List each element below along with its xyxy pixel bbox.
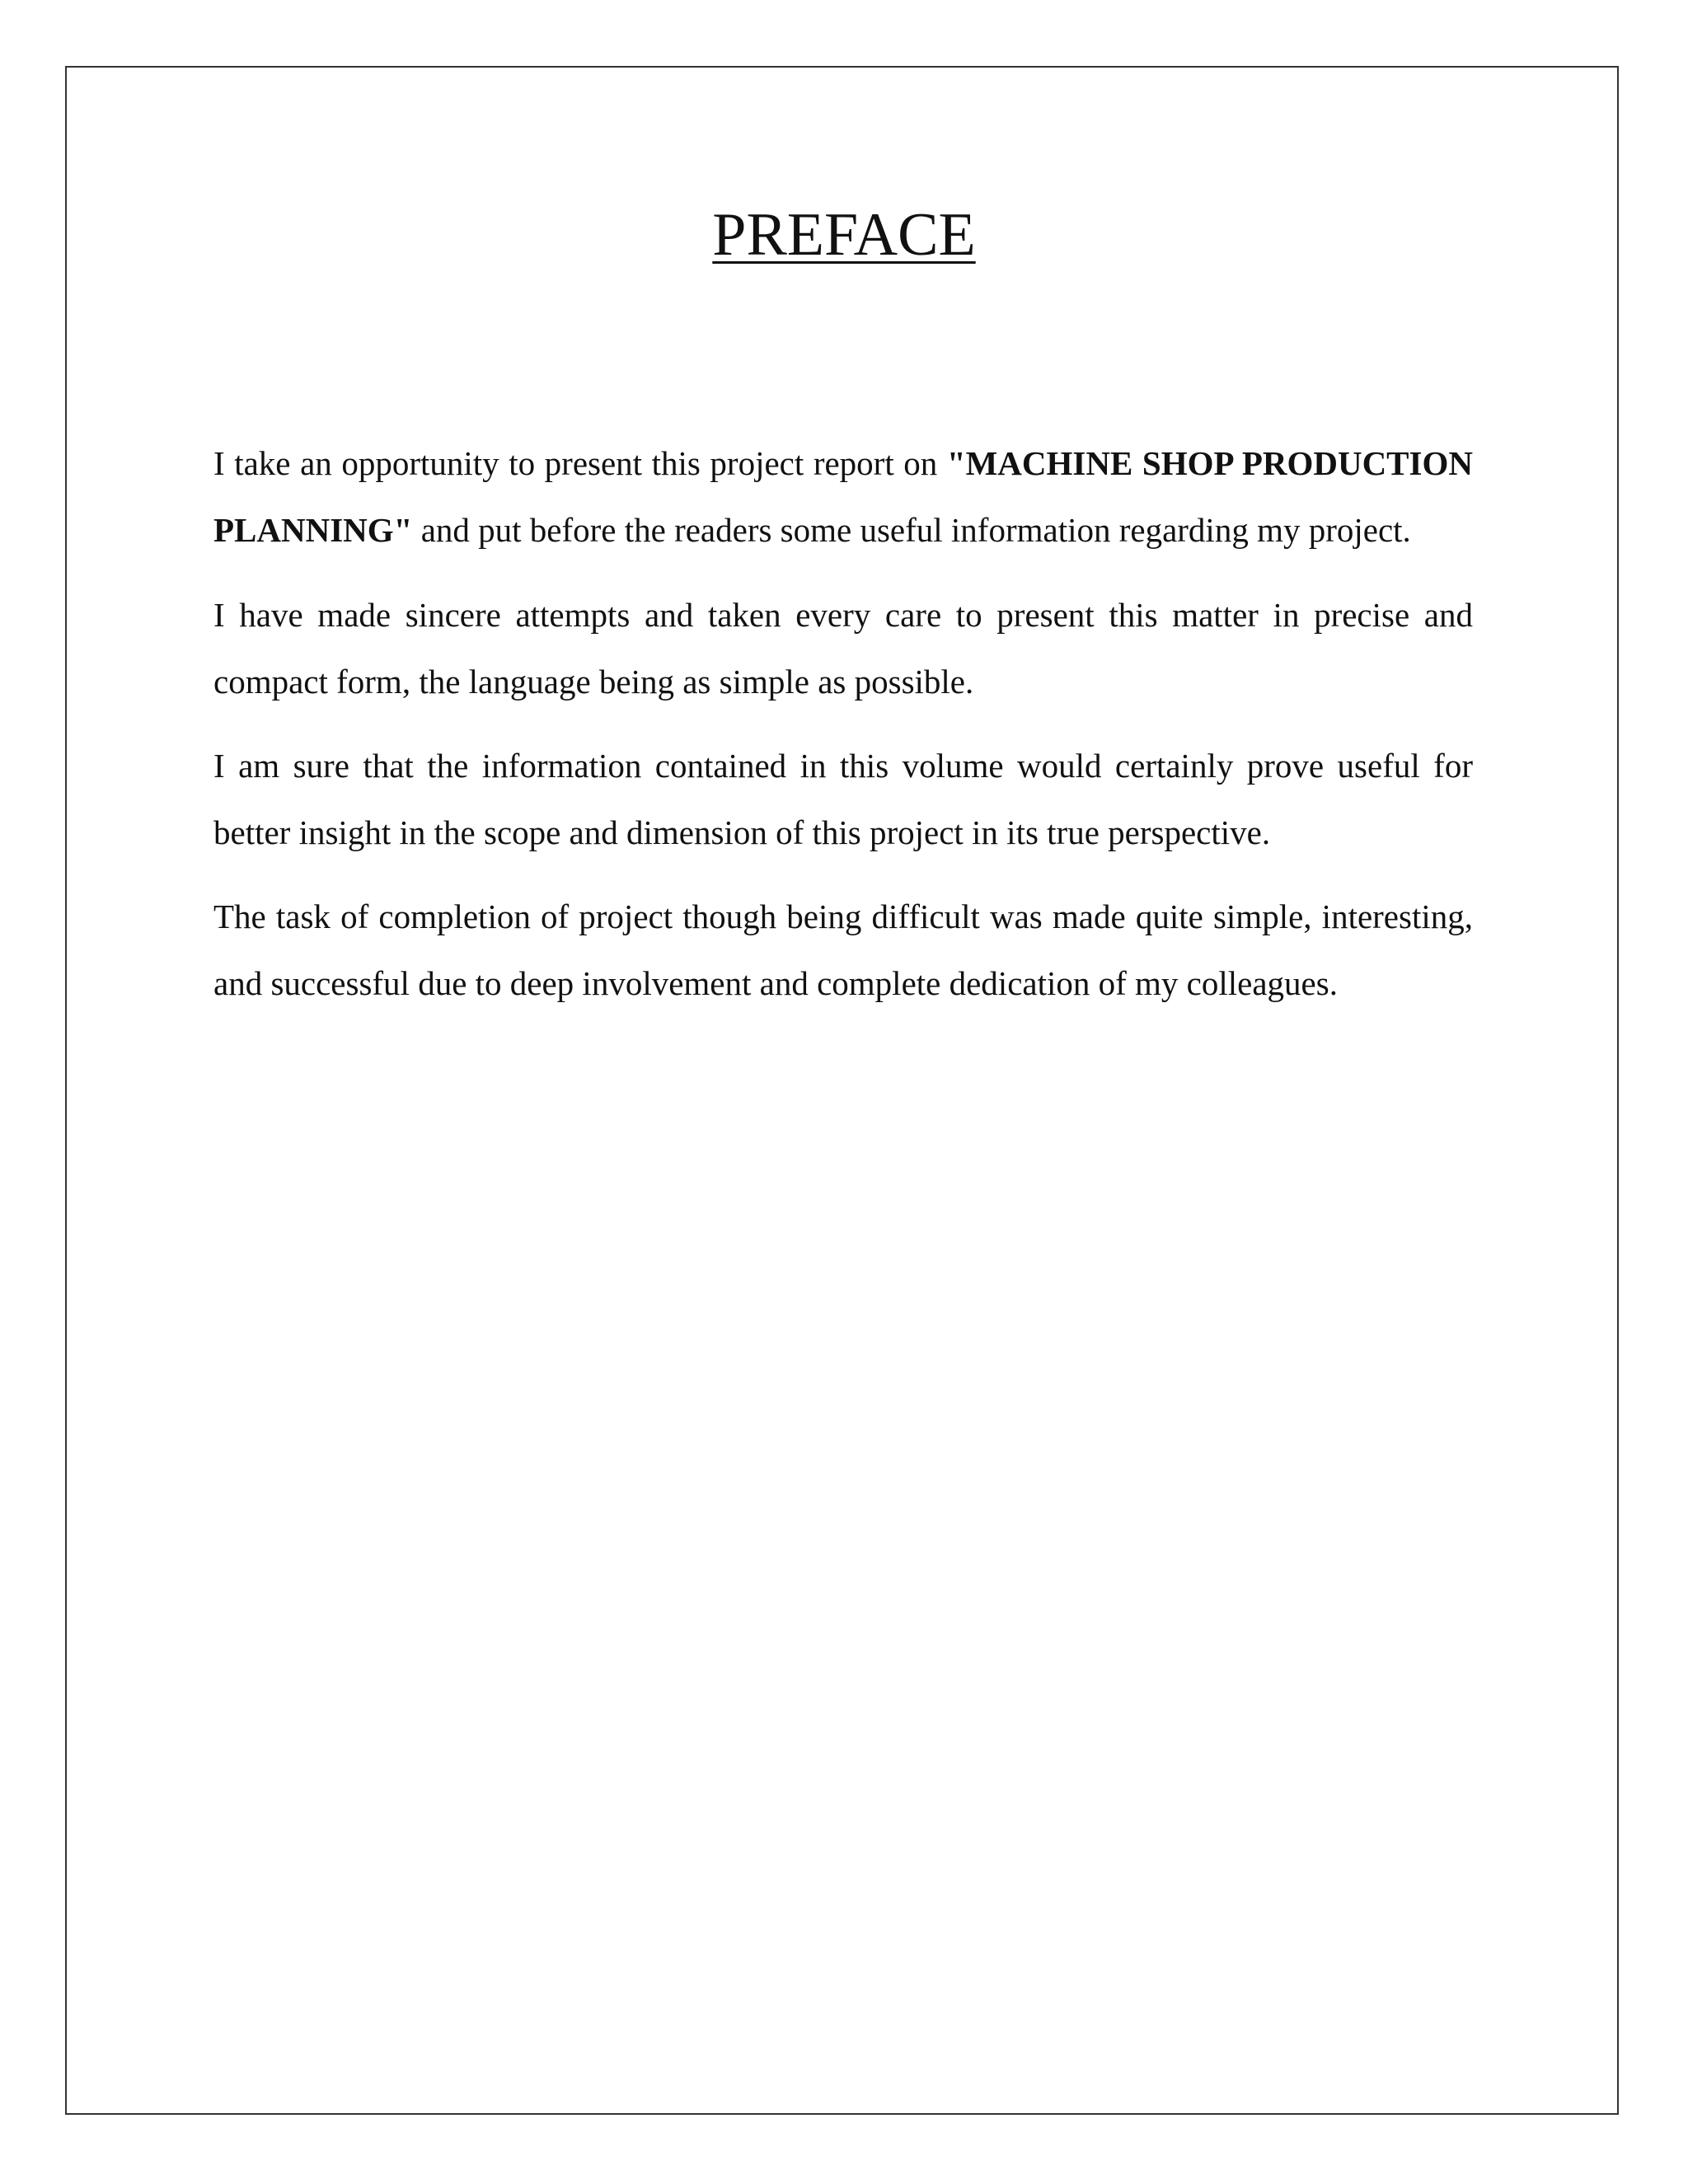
paragraph-1-intro: I take an opportunity to present this project report on <box>213 444 947 482</box>
paragraph-3: I am sure that the information contained in this volume would certainly prove useful for better insight in the scope and dimension of this project in its true perspective. <box>213 747 1473 851</box>
project-title: "MACHINE SHOP PRODUCTION PLANNING" <box>213 444 1473 549</box>
paragraph-1-rest: and put before the readers some useful information regarding my project. <box>412 511 1411 549</box>
paragraph-1 <box>213 430 1473 564</box>
preface-body <box>213 430 1473 1033</box>
page-border <box>65 66 1619 2115</box>
paragraph-2: I have made sincere attempts and taken every care to present this matter in precise and compact form, the language being as simple as possible. <box>213 596 1473 701</box>
paragraph-4: The task of completion of project though being difficult was made quite simple, interesting, and successful due to deep involvement and complete dedication of my colleagues. <box>213 898 1473 1002</box>
page-title: PREFACE <box>712 201 976 269</box>
